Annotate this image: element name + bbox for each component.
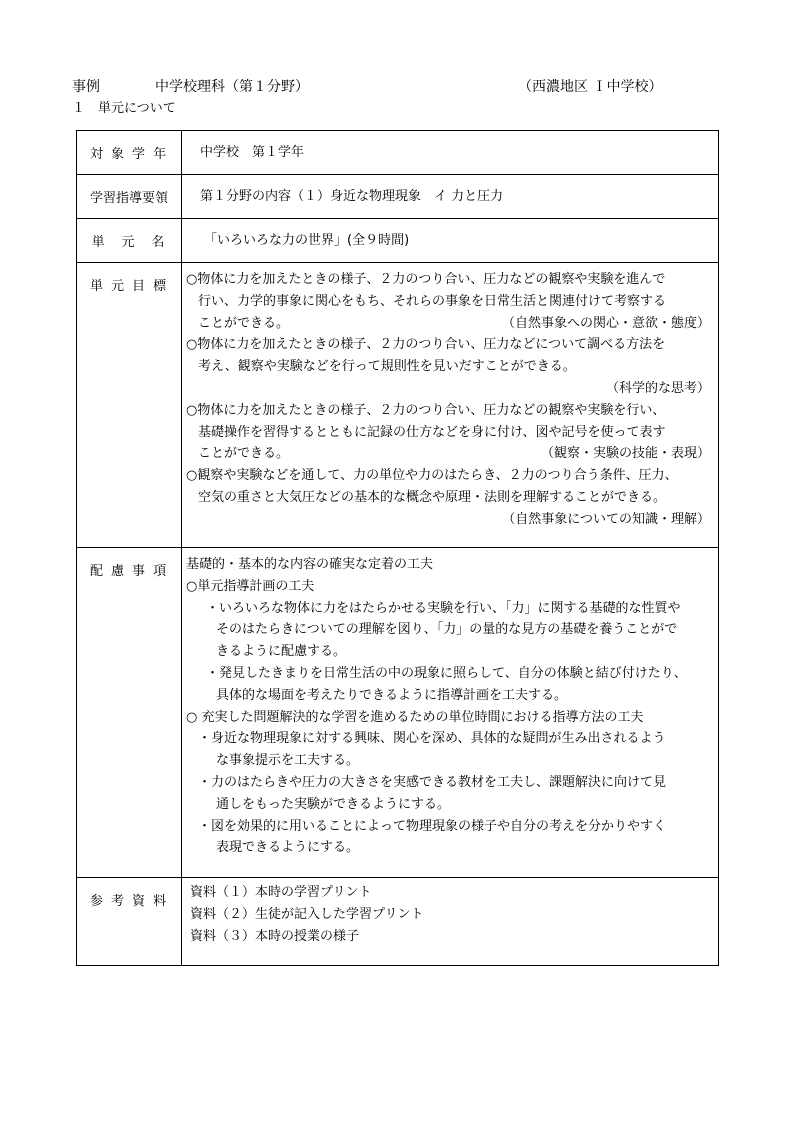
unit-info-table [76, 130, 719, 966]
goal-line: ○物体に力を加えたときの様子、２力のつり合い、圧力などの観察や実験を進んで [186, 272, 666, 287]
row-grade [77, 131, 719, 175]
goal-line: ○観察や実験などを通して、力の単位や力のはたらき、２力のつり合う条件、圧力、 [186, 468, 678, 484]
value-cell [182, 131, 719, 175]
consideration-line: ・図を効果的に用いることによって物理現象の様子や自分の考えを分かりやすく [198, 818, 667, 834]
goal-line: ○物体に力を加えたときの様子、２力のつり合い、圧力などについて調べる方法を [186, 337, 666, 353]
consideration-line: そのはたらきについての理解を図り、「力」の量的な見方の基礎を養うことがで [216, 622, 678, 638]
goal-tag: （自然事象への関心・意欲・態度） [501, 315, 710, 331]
goal-line: 基礎操作を習得するとともに記録の仕方などを身に付け、図や記号を使って表す [198, 424, 666, 440]
consideration-line: ・発見したきまりを日常生活の中の現象に照らして、自分の体験と結び付けたり、 [206, 665, 687, 681]
reference-line: 資料（３）本時の授業の様子 [190, 928, 360, 944]
row-considerations [77, 548, 719, 878]
goal-line: 考え、観察や実験などを行って規則性を見いだすことができる。 [198, 359, 576, 375]
label-cell [77, 548, 182, 878]
consideration-line: ・身近な物理現象に対する興味、関心を深め、具体的な疑問が生み出されるよう [198, 731, 666, 747]
label-cell [77, 219, 182, 263]
consideration-line: 具体的な場面を考えたりできるように指導計画を工夫する。 [216, 687, 568, 703]
goal-tag: （観察・実験の技能・表現） [540, 446, 710, 462]
label-guideline: 学習指導要領 [89, 191, 168, 206]
goal-line: ことができる。 [198, 446, 290, 462]
consideration-line: ○単元指導計画の工夫 [186, 578, 315, 594]
value-grade: 中学校 第１学年 [200, 145, 305, 160]
label-grade: 対 象 学 年 [89, 147, 169, 162]
row-guideline [77, 175, 719, 219]
case-label: 事例 [72, 79, 100, 95]
subject-title: 中学校理科（第１分野） [155, 79, 309, 95]
consideration-line: ○ 充実した問題解決的な学習を進めるための単位時間における指導方法の工夫 [186, 709, 644, 725]
goal-tag: （自然事象についての知識・理解） [502, 511, 710, 527]
value-guideline: 第１分野の内容（１）身近な物理現象 イ 力と圧力 [200, 189, 504, 204]
value-unit: 「いろいろな力の世界」(全９時間) [204, 233, 410, 248]
consideration-line: 基礎的・基本的な内容の確実な定着の工夫 [186, 557, 434, 572]
label-cell [77, 131, 182, 175]
value-cell [182, 548, 719, 878]
label-cell [77, 263, 182, 548]
consideration-line: ・いろいろな物体に力をはたらかせる実験を行い、「力」に関する基礎的な性質や [206, 600, 681, 616]
goal-tag: （科学的な思考） [605, 380, 710, 396]
goal-line: 空気の重さと大気圧などの基本的な概念や原理・法則を理解することができる。 [198, 489, 667, 505]
value-cell [182, 263, 719, 548]
consideration-line: な事象提示を工夫する。 [216, 753, 360, 769]
row-goals [77, 263, 719, 548]
references-list [182, 878, 718, 951]
goal-line: ことができる。 [198, 315, 290, 331]
goals-list [182, 263, 718, 535]
row-references [77, 878, 719, 966]
value-cell [182, 175, 719, 219]
goal-line-with-tag [186, 313, 712, 335]
goal-line: 行い、力学的事象に関心をもち、それらの事象を日常生活と関連付けて考察する [198, 293, 667, 309]
goal-line: ○物体に力を加えたときの様子、２力のつり合い、圧力などの観察や実験を行い、 [186, 402, 666, 418]
consideration-line: 表現できるようにする。 [216, 840, 360, 856]
label-unit: 単 元 名 [91, 235, 167, 250]
consideration-line: きるように配慮する。 [216, 644, 347, 660]
label-considerations: 配 慮 事 項 [89, 564, 169, 579]
goal-line-with-tag [186, 443, 712, 465]
considerations-list [182, 548, 718, 863]
consideration-line: 通しをもった実験ができるようにする。 [216, 796, 451, 812]
label-references: 参 考 資 料 [89, 894, 169, 909]
reference-line: 資料（２）生徒が記入した学習プリント [190, 906, 424, 922]
school-region: （西濃地区 Ｉ中学校） [518, 79, 663, 95]
value-cell [182, 878, 719, 966]
label-cell [77, 878, 182, 966]
value-cell [182, 219, 719, 263]
reference-line: 資料（１）本時の学習プリント [190, 885, 372, 900]
section-title: １ 単元について [72, 101, 176, 116]
label-goals: 単 元 目 標 [89, 279, 169, 294]
row-unit [77, 219, 719, 263]
consideration-line: ・力のはたらきや圧力の大きさを実感できる教材を工夫し、課題解決に向けて見 [198, 774, 667, 790]
label-cell [77, 175, 182, 219]
